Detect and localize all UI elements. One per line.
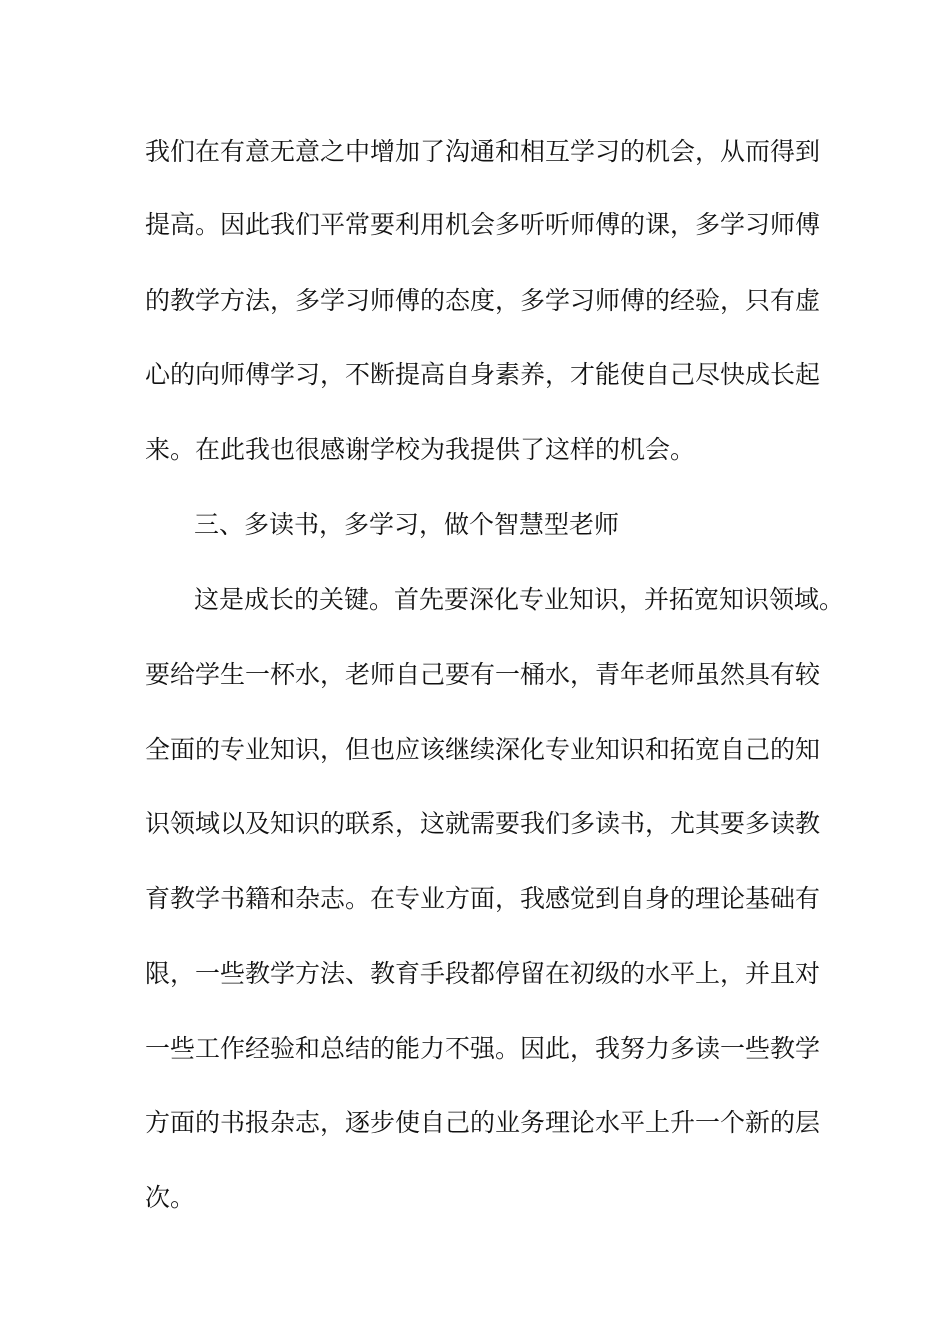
text-line: 我们在有意无意之中增加了沟通和相互学习的机会，从而得到 — [145, 137, 821, 166]
text-line: 全面的专业知识，但也应该继续深化专业知识和拓宽自己的知 — [145, 735, 821, 764]
text-line: 识领域以及知识的联系，这就需要我们多读书，尤其要多读教 — [145, 809, 821, 838]
text-line: 限，一些教学方法、教育手段都停留在初级的水平上，并且对 — [145, 959, 821, 988]
text-line: 方面的书报杂志，逐步使自己的业务理论水平上升一个新的层 — [145, 1108, 821, 1137]
text-line: 育教学书籍和杂志。在专业方面，我感觉到自身的理论基础有 — [145, 884, 821, 913]
section-heading: 三、多读书，多学习，做个智慧型老师 — [194, 510, 620, 539]
text-line: 提高。因此我们平常要利用机会多听听师傅的课，多学习师傅 — [145, 210, 821, 239]
text-line: 要给学生一杯水，老师自己要有一桶水，青年老师虽然具有较 — [145, 660, 821, 689]
text-line: 的教学方法，多学习师傅的态度，多学习师傅的经验，只有虚 — [145, 286, 821, 315]
text-line: 次。 — [145, 1183, 196, 1212]
text-line: 一些工作经验和总结的能力不强。因此，我努力多读一些教学 — [145, 1034, 821, 1063]
text-line: 心的向师傅学习，不断提高自身素养，才能使自己尽快成长起 — [145, 360, 821, 389]
paragraph-first-line: 这是成长的关键。首先要深化专业知识，并拓宽知识领域。 — [194, 585, 845, 614]
text-line: 来。在此我也很感谢学校为我提供了这样的机会。 — [145, 435, 696, 464]
